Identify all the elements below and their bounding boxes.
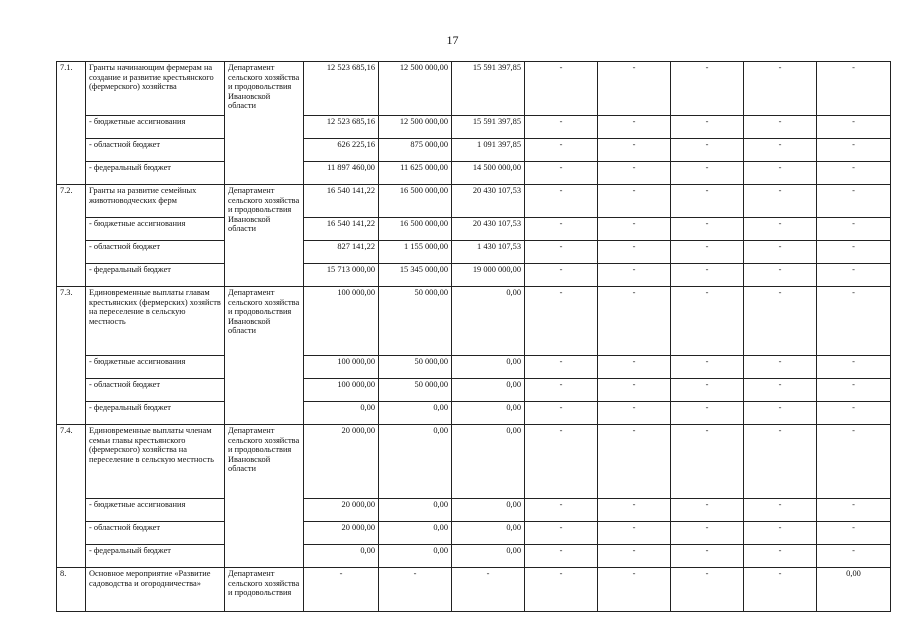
budget-line-label: - федеральный бюджет: [86, 162, 225, 185]
empty-value-cell: -: [525, 185, 598, 218]
empty-value-cell: -: [598, 116, 671, 139]
empty-value-cell: -: [671, 139, 744, 162]
amount-cell: 1 155 000,00: [379, 241, 452, 264]
empty-value-cell: -: [817, 162, 891, 185]
empty-value-cell: -: [525, 568, 598, 612]
empty-value-cell: -: [598, 545, 671, 568]
empty-value-cell: -: [744, 218, 817, 241]
amount-cell: 0,00: [452, 545, 525, 568]
executor-name: Департамент сельского хозяйства и продовольствия: [225, 568, 304, 612]
empty-value-cell: -: [817, 139, 891, 162]
empty-value-cell: -: [817, 241, 891, 264]
empty-value-cell: -: [817, 62, 891, 116]
empty-value-cell: -: [671, 287, 744, 356]
empty-value-cell: -: [598, 162, 671, 185]
row-index: 7.3.: [57, 287, 86, 425]
empty-value-cell: -: [525, 218, 598, 241]
empty-value-cell: -: [525, 139, 598, 162]
empty-value-cell: -: [744, 116, 817, 139]
measure-name: Единовременные выплаты главам крестьянских (фермерских) хозяйств на переселение в сельскую местность: [86, 287, 225, 356]
empty-value-cell: -: [598, 287, 671, 356]
empty-value-cell: -: [598, 356, 671, 379]
empty-value-cell: -: [525, 425, 598, 499]
budget-line-label: - бюджетные ассигнования: [86, 116, 225, 139]
budget-line-label: - федеральный бюджет: [86, 264, 225, 287]
amount-cell: 20 000,00: [304, 499, 379, 522]
table-row: [57, 522, 891, 545]
budget-line-label: - областной бюджет: [86, 139, 225, 162]
amount-cell: 0,00: [452, 499, 525, 522]
amount-cell: 0,00: [304, 402, 379, 425]
empty-value-cell: -: [671, 522, 744, 545]
page-number: 17: [446, 33, 459, 47]
empty-value-cell: -: [598, 139, 671, 162]
empty-value-cell: -: [671, 62, 744, 116]
amount-cell: 0,00: [379, 545, 452, 568]
empty-value-cell: -: [525, 241, 598, 264]
empty-value-cell: -: [671, 356, 744, 379]
amount-cell: 50 000,00: [379, 287, 452, 356]
table-row: [57, 568, 891, 612]
amount-cell: 626 225,16: [304, 139, 379, 162]
amount-cell: 16 540 141,22: [304, 218, 379, 241]
empty-value-cell: -: [671, 116, 744, 139]
table-row: [57, 545, 891, 568]
empty-value-cell: -: [671, 264, 744, 287]
table-row: [57, 356, 891, 379]
amount-cell: 0,00: [452, 379, 525, 402]
empty-value-cell: -: [744, 264, 817, 287]
amount-cell: 20 430 107,53: [452, 185, 525, 218]
amount-cell: 11 897 460,00: [304, 162, 379, 185]
empty-value-cell: -: [744, 185, 817, 218]
empty-value-cell: -: [525, 264, 598, 287]
empty-value-cell: -: [598, 62, 671, 116]
empty-value-cell: -: [744, 241, 817, 264]
empty-value-cell: -: [525, 62, 598, 116]
empty-value-cell: -: [671, 402, 744, 425]
empty-value-cell: -: [525, 379, 598, 402]
amount-cell: 16 500 000,00: [379, 185, 452, 218]
empty-value-cell: -: [598, 264, 671, 287]
empty-value-cell: -: [744, 62, 817, 116]
measure-name: Гранты начинающим фермерам на создание и развитие крестьянского (фермерского) хозяйства: [86, 62, 225, 116]
amount-cell: 15 345 000,00: [379, 264, 452, 287]
table-row: [57, 218, 891, 241]
executor-name: Департамент сельского хозяйства и продовольствия Ивановской области: [225, 287, 304, 425]
empty-value-cell: -: [525, 522, 598, 545]
empty-value-cell: -: [744, 425, 817, 499]
empty-value-cell: -: [817, 402, 891, 425]
table-row: [57, 241, 891, 264]
empty-value-cell: -: [671, 545, 744, 568]
budget-line-label: - бюджетные ассигнования: [86, 499, 225, 522]
empty-value-cell: -: [817, 185, 891, 218]
table-row: [57, 379, 891, 402]
empty-value-cell: -: [817, 425, 891, 499]
amount-cell: 0,00: [817, 568, 891, 612]
amount-cell: 0,00: [452, 425, 525, 499]
executor-name: Департамент сельского хозяйства и продовольствия Ивановской области: [225, 62, 304, 185]
amount-cell: 12 523 685,16: [304, 116, 379, 139]
empty-value-cell: -: [671, 379, 744, 402]
budget-line-label: - областной бюджет: [86, 379, 225, 402]
empty-value-cell: -: [598, 402, 671, 425]
empty-value-cell: -: [744, 499, 817, 522]
budget-table: [56, 61, 891, 612]
measure-name: Единовременные выплаты членам семьи главы крестьянского (фермерского) хозяйства на переселение в сельскую местность: [86, 425, 225, 499]
empty-value-cell: -: [525, 499, 598, 522]
amount-cell: 100 000,00: [304, 356, 379, 379]
amount-cell: 15 591 397,85: [452, 62, 525, 116]
empty-value-cell: -: [817, 379, 891, 402]
empty-value-cell: -: [744, 522, 817, 545]
table-row: [57, 287, 891, 356]
table-row: [57, 162, 891, 185]
budget-line-label: - федеральный бюджет: [86, 545, 225, 568]
row-index: 7.2.: [57, 185, 86, 287]
budget-line-label: - бюджетные ассигнования: [86, 218, 225, 241]
empty-value-cell: -: [817, 287, 891, 356]
empty-value-cell: -: [744, 162, 817, 185]
empty-value-cell: -: [671, 218, 744, 241]
amount-cell: 16 540 141,22: [304, 185, 379, 218]
amount-cell: 0,00: [452, 402, 525, 425]
row-index: 8.: [57, 568, 86, 612]
row-index: 7.1.: [57, 62, 86, 185]
measure-name: Основное мероприятие «Развитие садоводства и огородничества»: [86, 568, 225, 612]
amount-cell: 12 523 685,16: [304, 62, 379, 116]
amount-cell: 0,00: [452, 287, 525, 356]
amount-cell: 50 000,00: [379, 356, 452, 379]
empty-value-cell: -: [525, 402, 598, 425]
empty-value-cell: -: [525, 162, 598, 185]
empty-value-cell: -: [817, 264, 891, 287]
amount-cell: 14 500 000,00: [452, 162, 525, 185]
amount-cell: 20 000,00: [304, 522, 379, 545]
empty-value-cell: -: [525, 545, 598, 568]
amount-cell: 12 500 000,00: [379, 116, 452, 139]
empty-value-cell: -: [598, 522, 671, 545]
amount-cell: 15 713 000,00: [304, 264, 379, 287]
empty-value-cell: -: [744, 402, 817, 425]
empty-value-cell: -: [598, 568, 671, 612]
empty-value-cell: -: [817, 116, 891, 139]
amount-cell: 0,00: [379, 425, 452, 499]
amount-cell: 0,00: [452, 522, 525, 545]
amount-cell: 15 591 397,85: [452, 116, 525, 139]
amount-cell: 11 625 000,00: [379, 162, 452, 185]
budget-line-label: - областной бюджет: [86, 241, 225, 264]
amount-cell: 0,00: [379, 402, 452, 425]
empty-value-cell: -: [817, 218, 891, 241]
amount-cell: 100 000,00: [304, 379, 379, 402]
empty-value-cell: -: [744, 287, 817, 356]
empty-value-cell: -: [452, 568, 525, 612]
executor-name: Департамент сельского хозяйства и продовольствия Ивановской области: [225, 425, 304, 568]
empty-value-cell: -: [671, 241, 744, 264]
table-row: [57, 62, 891, 116]
amount-cell: 827 141,22: [304, 241, 379, 264]
empty-value-cell: -: [525, 116, 598, 139]
amount-cell: 20 000,00: [304, 425, 379, 499]
empty-value-cell: -: [744, 379, 817, 402]
amount-cell: 0,00: [379, 522, 452, 545]
empty-value-cell: -: [525, 287, 598, 356]
measure-name: Гранты на развитие семейных животноводческих ферм: [86, 185, 225, 218]
empty-value-cell: -: [671, 162, 744, 185]
table-row: [57, 139, 891, 162]
amount-cell: 16 500 000,00: [379, 218, 452, 241]
table-row: [57, 499, 891, 522]
amount-cell: 0,00: [379, 499, 452, 522]
empty-value-cell: -: [671, 499, 744, 522]
empty-value-cell: -: [525, 356, 598, 379]
amount-cell: 12 500 000,00: [379, 62, 452, 116]
empty-value-cell: -: [671, 568, 744, 612]
row-index: 7.4.: [57, 425, 86, 568]
empty-value-cell: -: [598, 185, 671, 218]
amount-cell: 0,00: [452, 356, 525, 379]
table-row: [57, 425, 891, 499]
empty-value-cell: -: [598, 241, 671, 264]
empty-value-cell: -: [379, 568, 452, 612]
budget-line-label: - бюджетные ассигнования: [86, 356, 225, 379]
table-row: [57, 185, 891, 218]
amount-cell: 875 000,00: [379, 139, 452, 162]
empty-value-cell: -: [744, 356, 817, 379]
empty-value-cell: -: [817, 522, 891, 545]
empty-value-cell: -: [817, 499, 891, 522]
executor-name: Департамент сельского хозяйства и продовольствия Ивановской области: [225, 185, 304, 287]
table-row: [57, 402, 891, 425]
amount-cell: 1 430 107,53: [452, 241, 525, 264]
empty-value-cell: -: [817, 545, 891, 568]
amount-cell: 20 430 107,53: [452, 218, 525, 241]
budget-line-label: - федеральный бюджет: [86, 402, 225, 425]
amount-cell: 100 000,00: [304, 287, 379, 356]
table-row: [57, 264, 891, 287]
amount-cell: 0,00: [304, 545, 379, 568]
empty-value-cell: -: [598, 218, 671, 241]
empty-value-cell: -: [598, 425, 671, 499]
empty-value-cell: -: [744, 139, 817, 162]
amount-cell: 50 000,00: [379, 379, 452, 402]
empty-value-cell: -: [744, 545, 817, 568]
empty-value-cell: -: [598, 499, 671, 522]
empty-value-cell: -: [598, 379, 671, 402]
empty-value-cell: -: [744, 568, 817, 612]
amount-cell: 19 000 000,00: [452, 264, 525, 287]
budget-line-label: - областной бюджет: [86, 522, 225, 545]
empty-value-cell: -: [304, 568, 379, 612]
amount-cell: 1 091 397,85: [452, 139, 525, 162]
empty-value-cell: -: [671, 185, 744, 218]
table-row: [57, 116, 891, 139]
empty-value-cell: -: [817, 356, 891, 379]
empty-value-cell: -: [671, 425, 744, 499]
